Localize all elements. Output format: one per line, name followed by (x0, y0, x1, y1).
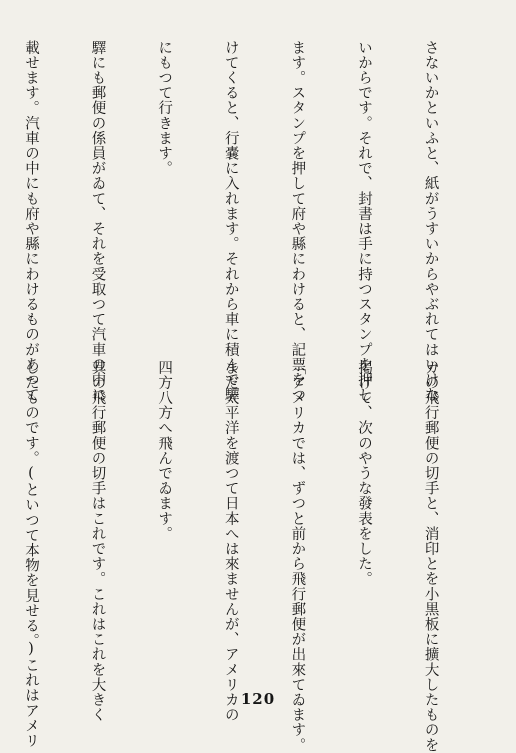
text-line: 掲げて、次のやうな發表をした。 (355, 360, 372, 587)
text-line: カの飛行郵便の切手と、消印とを小黒板に擴大したものを (422, 360, 439, 753)
text-line: 驛にも郵便の係員がゐて、それを受取つて汽車の中に (89, 40, 106, 403)
upper-text-block (0, 40, 486, 403)
text-line: まだ太平洋を渡つて日本へは來ませんが、アメリカの (222, 360, 239, 723)
text-line: 四方八方へ飛んでゐます。 (156, 360, 173, 542)
text-line: したものです。(といつて本物を見せる。)これはアメリ (22, 360, 39, 749)
page-number: 120 (240, 690, 276, 708)
text-line: けてくると、行嚢に入れます。それから車に積んで驛 (222, 40, 239, 403)
text-line: いからです。それで、封書は手に持つスタンプを押し (355, 40, 372, 403)
text-line: 「アメリカでは、ずつと前から飛行郵便が出來てゐます。 (289, 360, 306, 753)
text-line: さないかといふと、紙がうすいからやぶれてはいけな (422, 40, 439, 403)
text-line: 載せます。汽車の中にも府や縣にわけるものがあつて (22, 40, 39, 403)
text-line: ます。スタンプを押して府や縣にわけると、記票をつ (289, 40, 306, 403)
text-line: にもつて行きます。 (156, 40, 173, 176)
text-line: 其の飛行郵便の切手はこれです。これはこれを大きく (89, 360, 106, 723)
